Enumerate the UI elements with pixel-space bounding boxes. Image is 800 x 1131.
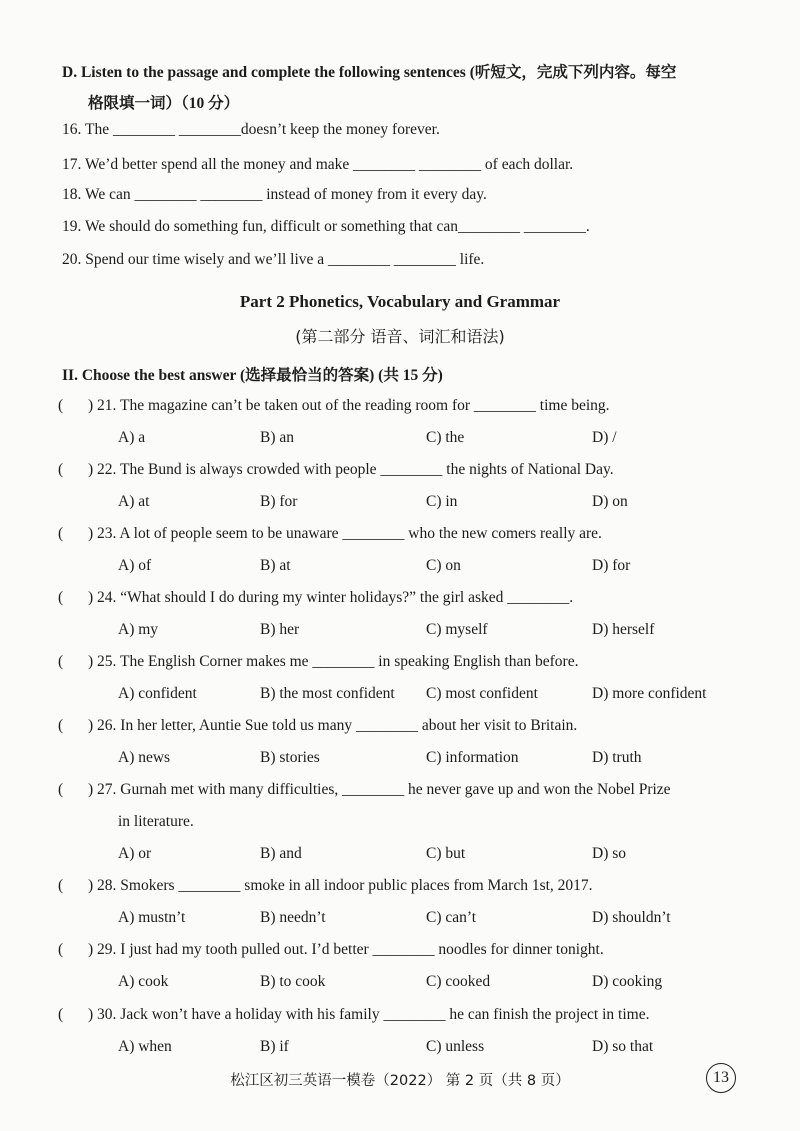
option-c: C) cooked (426, 973, 491, 990)
question-25: ( ) 25. The English Corner makes me ________ in speaking English than before. (58, 653, 579, 670)
option-d: D) herself (592, 621, 655, 638)
option-c: C) on (426, 557, 461, 574)
option-a: A) when (118, 1038, 172, 1055)
option-d: D) so (592, 845, 627, 862)
option-c: C) the (426, 429, 465, 446)
question-stem: ) 28. Smokers ________ smoke in all indoor public places from March 1st, 2017. (88, 877, 593, 894)
question-21: ( ) 21. The magazine can’t be taken out of the reading room for ________ time being. (58, 397, 610, 414)
option-d: D) more confident (592, 685, 707, 702)
option-d: D) cooking (592, 973, 663, 990)
option-a: A) cook (118, 973, 169, 990)
option-b: B) to cook (260, 973, 326, 990)
option-c: C) unless (426, 1038, 485, 1055)
question-27: ( ) 27. Gurnah met with many difficulties, ________ he never gave up and won the Nobel Prize (58, 781, 671, 798)
question-29: ( ) 29. I just had my tooth pulled out. I’d better ________ noodles for dinner tonight. (58, 941, 604, 958)
question-28: ( ) 28. Smokers ________ smoke in all indoor public places from March 1st, 2017. (58, 877, 593, 894)
option-d: D) for (592, 557, 631, 574)
option-b: B) for (260, 493, 298, 510)
question-stem: ) 26. In her letter, Auntie Sue told us many ________ about her visit to Britain. (88, 717, 578, 734)
option-b: B) stories (260, 749, 320, 766)
option-a: A) confident (118, 685, 197, 702)
option-a: A) of (118, 557, 152, 574)
option-b: B) an (260, 429, 295, 446)
option-d: D) / (592, 429, 617, 446)
option-d: D) so that (592, 1038, 654, 1055)
option-b: B) and (260, 845, 302, 862)
option-b: B) if (260, 1038, 289, 1055)
option-a: A) or (118, 845, 152, 862)
section-d-heading-line2: 格限填一词）（10 分） (88, 95, 240, 112)
question-stem: ) 29. I just had my tooth pulled out. I’d better ________ noodles for dinner tonight. (88, 941, 604, 958)
question-stem-continued: in literature. (118, 813, 194, 830)
fill-item-17: 17. We’d better spend all the money and make ________ ________ of each dollar. (62, 156, 574, 173)
fill-item-19: 19. We should do something fun, difficult or something that can________ ________. (62, 218, 590, 235)
option-d: D) truth (592, 749, 642, 766)
question-23: ( ) 23. A lot of people seem to be unaware ________ who the new comers really are. (58, 525, 602, 542)
question-stem: ) 23. A lot of people seem to be unaware ________ who the new comers really are. (88, 525, 602, 542)
option-a: A) at (118, 493, 150, 510)
option-c: C) most confident (426, 685, 538, 702)
option-b: B) needn’t (260, 909, 326, 926)
fill-item-18: 18. We can ________ ________ instead of money from it every day. (62, 186, 487, 203)
part-2-title: Part 2 Phonetics, Vocabulary and Grammar (239, 292, 561, 311)
option-c: C) can’t (426, 909, 477, 926)
option-a: A) a (118, 429, 146, 446)
option-a: A) my (118, 621, 159, 638)
option-c: C) information (426, 749, 519, 766)
sheet-number-badge: 13 (706, 1063, 736, 1093)
option-c: C) but (426, 845, 466, 862)
question-26: ( ) 26. In her letter, Auntie Sue told us many ________ about her visit to Britain. (58, 717, 578, 734)
question-stem: ) 22. The Bund is always crowded with people ________ the nights of National Day. (88, 461, 614, 478)
question-stem: ) 24. “What should I do during my winter holidays?” the girl asked ________. (88, 589, 574, 606)
option-d: D) on (592, 493, 628, 510)
option-b: B) the most confident (260, 685, 395, 702)
option-b: B) at (260, 557, 291, 574)
question-stem: ) 25. The English Corner makes me ________ in speaking English than before. (88, 653, 579, 670)
page-footer: 松江区初三英语一模卷（2022） 第 2 页（共 8 页） (230, 1073, 570, 1089)
option-c: C) in (426, 493, 458, 510)
fill-item-20: 20. Spend our time wisely and we’ll live a ________ ________ life. (62, 251, 485, 268)
question-24: ( ) 24. “What should I do during my winter holidays?” the girl asked ________. (58, 589, 574, 606)
question-stem: ) 30. Jack won’t have a holiday with his family ________ he can finish the project in time. (88, 1006, 650, 1023)
question-22: ( ) 22. The Bund is always crowded with people ________ the nights of National Day. (58, 461, 614, 478)
option-d: D) shouldn’t (592, 909, 671, 926)
part-2-subtitle: (第二部分 语音、词汇和语法) (295, 327, 505, 346)
question-stem: ) 27. Gurnah met with many difficulties, ________ he never gave up and won the Nobel Prize (88, 781, 671, 798)
section-d-heading-line1: D. Listen to the passage and complete the following sentences (听短文，完成下列内容。每空 (62, 64, 677, 81)
option-a: A) mustn’t (118, 909, 186, 926)
fill-item-16: 16. The ________ ________doesn’t keep the money forever. (62, 121, 440, 138)
option-b: B) her (260, 621, 300, 638)
section-ii-heading: II. Choose the best answer (选择最恰当的答案) (共 15 分) (62, 367, 443, 384)
question-stem: ) 21. The magazine can’t be taken out of the reading room for ________ time being. (88, 397, 610, 414)
option-a: A) news (118, 749, 171, 766)
option-c: C) myself (426, 621, 488, 638)
question-30: ( ) 30. Jack won’t have a holiday with his family ________ he can finish the project in time. (58, 1006, 650, 1023)
